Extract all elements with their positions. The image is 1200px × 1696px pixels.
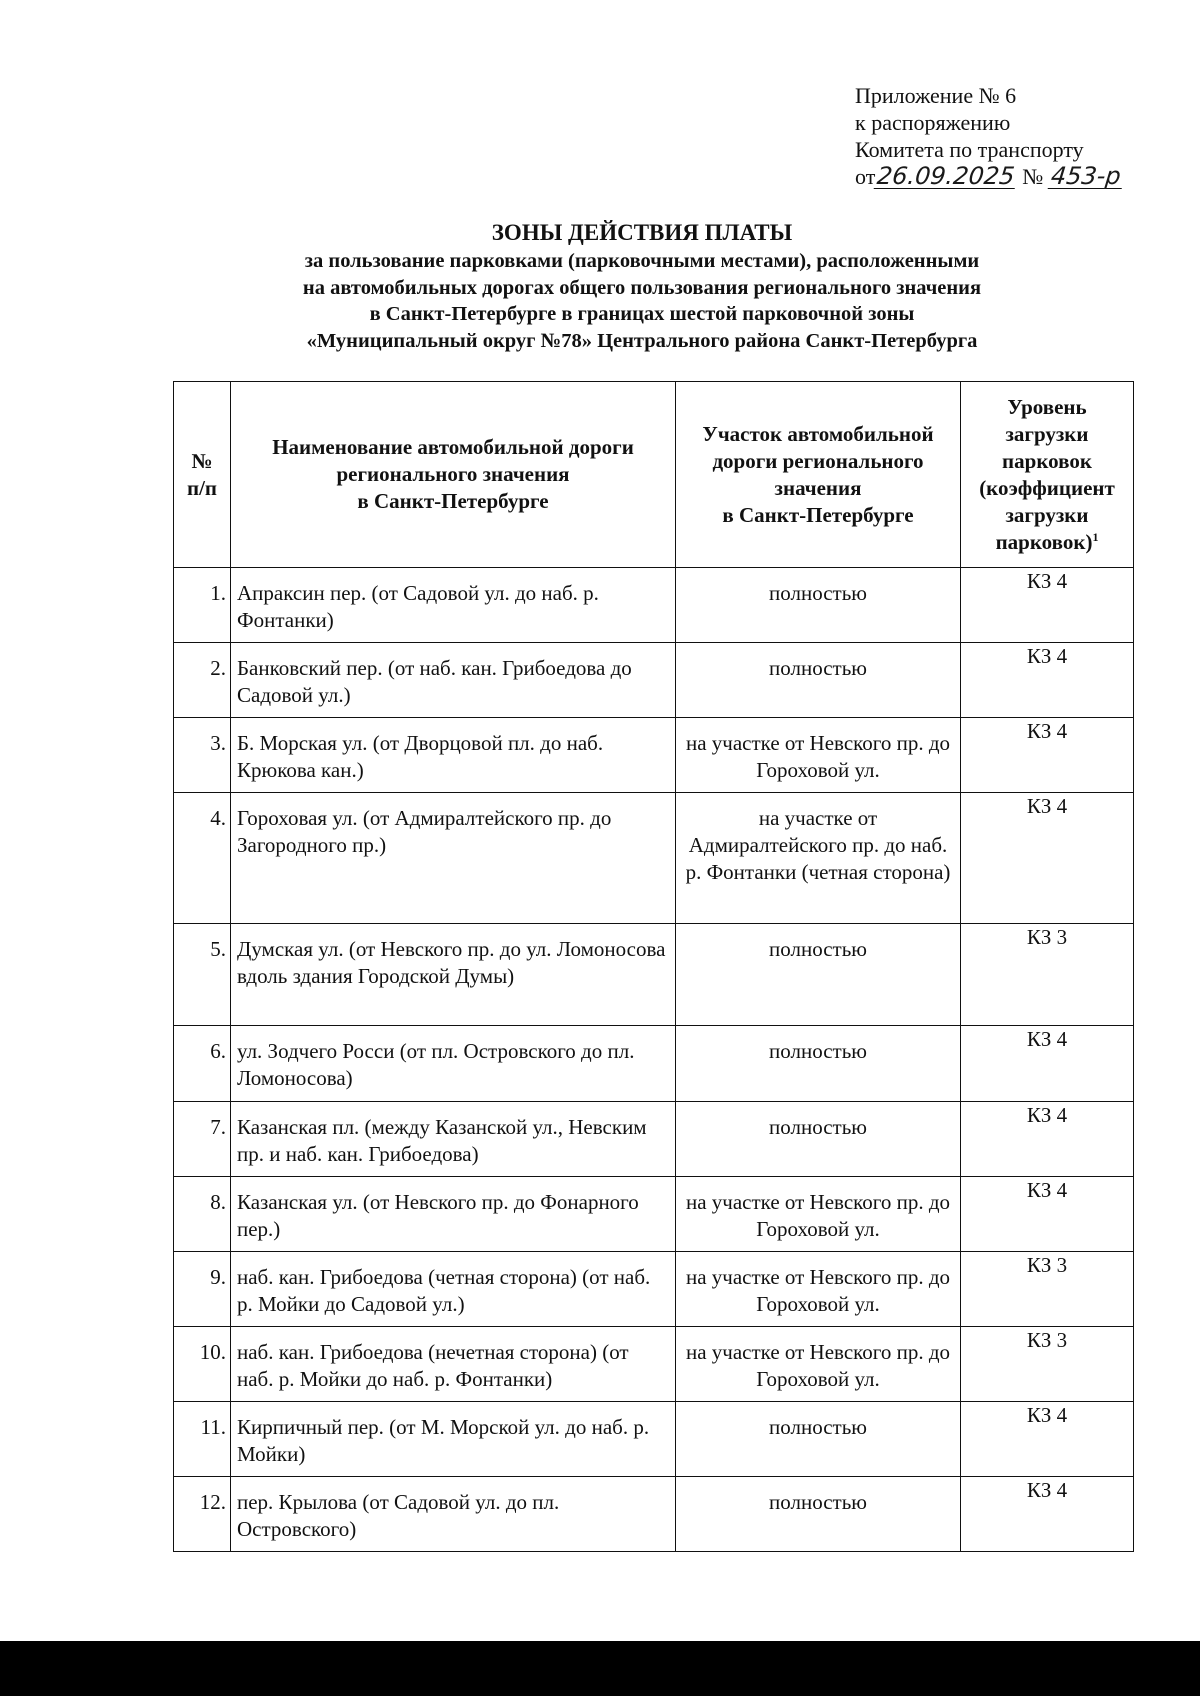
row-number: 11. bbox=[174, 1402, 231, 1477]
load-level: КЗ 4 bbox=[961, 1026, 1134, 1102]
attachment-line-2: к распоряжению bbox=[855, 110, 1011, 135]
road-name: наб. кан. Грибоедова (четная сторона) (от наб. р. Мойки до Садовой ул.) bbox=[231, 1252, 676, 1327]
load-level: КЗ 4 bbox=[961, 643, 1134, 718]
road-name: наб. кан. Грибоедова (нечетная сторона) (от наб. р. Мойки до наб. р. Фонтанки) bbox=[231, 1327, 676, 1402]
road-segment: полностью bbox=[676, 1402, 961, 1477]
row-number: 5. bbox=[174, 924, 231, 1026]
title-line: на автомобильных дорогах общего пользования регионального значения bbox=[302, 276, 982, 299]
table-row bbox=[174, 643, 1134, 718]
road-segment: полностью bbox=[676, 1026, 961, 1102]
row-number: 7. bbox=[174, 1102, 231, 1177]
table-row bbox=[174, 568, 1134, 643]
road-name: Б. Морская ул. (от Дворцовой пл. до наб. Крюкова кан.) bbox=[231, 718, 676, 793]
scan-bottom-border bbox=[0, 1641, 1200, 1696]
road-segment: полностью bbox=[676, 1102, 961, 1177]
row-number: 1. bbox=[174, 568, 231, 643]
header-num: № п/п bbox=[174, 382, 231, 568]
road-name: Кирпичный пер. (от М. Морской ул. до наб. р. Мойки) bbox=[231, 1402, 676, 1477]
road-name: Казанская пл. (между Казанской ул., Невским пр. и наб. кан. Грибоедова) bbox=[231, 1102, 676, 1177]
table-row bbox=[174, 793, 1134, 924]
road-segment: на участке от Невского пр. до Гороховой ул. bbox=[676, 1177, 961, 1252]
row-number: 6. bbox=[174, 1026, 231, 1102]
attachment-line-3: Комитета по транспорту bbox=[855, 137, 1084, 162]
load-level: КЗ 3 bbox=[961, 1327, 1134, 1402]
road-segment: на участке от Невского пр. до Гороховой ул. bbox=[676, 1327, 961, 1402]
table-row bbox=[174, 1477, 1134, 1552]
road-name: Казанская ул. (от Невского пр. до Фонарного пер.) bbox=[231, 1177, 676, 1252]
row-number: 10. bbox=[174, 1327, 231, 1402]
road-segment: на участке от Невского пр. до Гороховой ул. bbox=[676, 1252, 961, 1327]
road-segment: полностью bbox=[676, 643, 961, 718]
road-segment: на участке от Невского пр. до Гороховой ул. bbox=[676, 718, 961, 793]
attachment-line-1: Приложение № 6 bbox=[855, 83, 1017, 108]
road-segment: на участке от Адмиралтейского пр. до наб. р. Фонтанки (четная сторона) bbox=[676, 793, 961, 924]
title-main: ЗОНЫ ДЕЙСТВИЯ ПЛАТЫ bbox=[491, 220, 793, 245]
load-level: КЗ 4 bbox=[961, 1102, 1134, 1177]
load-level: КЗ 4 bbox=[961, 568, 1134, 643]
number-prefix: № bbox=[1022, 164, 1044, 189]
document-title bbox=[170, 218, 1114, 354]
load-level: КЗ 3 bbox=[961, 924, 1134, 1026]
row-number: 4. bbox=[174, 793, 231, 924]
footnote-marker: 1 bbox=[1092, 529, 1099, 544]
title-line: в Санкт-Петербурге в границах шестой парковочной зоны bbox=[369, 303, 915, 325]
header-road-name: Наименование автомобильной дороги регионального значения в Санкт-Петербурге bbox=[231, 382, 676, 568]
handwritten-date: 26.09.2025 bbox=[875, 162, 1017, 190]
road-name: Банковский пер. (от наб. кан. Грибоедова до Садовой ул.) bbox=[231, 643, 676, 718]
load-level: КЗ 4 bbox=[961, 1177, 1134, 1252]
attachment-date-line bbox=[855, 163, 1175, 190]
parking-zones-table bbox=[173, 381, 1134, 1552]
table-row bbox=[174, 1252, 1134, 1327]
road-segment: полностью bbox=[676, 924, 961, 1026]
table-row bbox=[174, 924, 1134, 1026]
table-row bbox=[174, 1402, 1134, 1477]
row-number: 2. bbox=[174, 643, 231, 718]
table-row bbox=[174, 1102, 1134, 1177]
load-level: КЗ 4 bbox=[961, 1477, 1134, 1552]
load-level: КЗ 4 bbox=[961, 793, 1134, 924]
attachment-header bbox=[855, 82, 1175, 190]
road-segment: полностью bbox=[676, 1477, 961, 1552]
table-row bbox=[174, 1177, 1134, 1252]
handwritten-number: 453-р bbox=[1049, 162, 1122, 190]
row-number: 8. bbox=[174, 1177, 231, 1252]
table-row bbox=[174, 1327, 1134, 1402]
road-name: ул. Зодчего Росси (от пл. Островского до пл. Ломоносова) bbox=[231, 1026, 676, 1102]
row-number: 12. bbox=[174, 1477, 231, 1552]
row-number: 9. bbox=[174, 1252, 231, 1327]
title-line: за пользование парковками (парковочными местами), расположенными bbox=[304, 250, 980, 272]
load-level: КЗ 3 bbox=[961, 1252, 1134, 1327]
header-segment: Участок автомобильной дороги регионального значения в Санкт-Петербурге bbox=[676, 382, 961, 568]
load-level: КЗ 4 bbox=[961, 718, 1134, 793]
road-segment: полностью bbox=[676, 568, 961, 643]
title-line: «Муниципальный округ №78» Центрального района Санкт-Петербурга bbox=[306, 329, 978, 352]
date-prefix: от bbox=[855, 164, 876, 189]
load-level: КЗ 4 bbox=[961, 1402, 1134, 1477]
road-name: пер. Крылова (от Садовой ул. до пл. Островского) bbox=[231, 1477, 676, 1552]
road-name: Апраксин пер. (от Садовой ул. до наб. р. Фонтанки) bbox=[231, 568, 676, 643]
road-name: Гороховая ул. (от Адмиралтейского пр. до Загородного пр.) bbox=[231, 793, 676, 924]
header-load-level: Уровень загрузки парковок (коэффициент загрузки парковок)$^1$ bbox=[961, 382, 1134, 568]
table-row bbox=[174, 718, 1134, 793]
road-name: Думская ул. (от Невского пр. до ул. Ломоносова вдоль здания Городской Думы) bbox=[231, 924, 676, 1026]
table-row bbox=[174, 1026, 1134, 1102]
row-number: 3. bbox=[174, 718, 231, 793]
table-header-row bbox=[174, 382, 1134, 568]
